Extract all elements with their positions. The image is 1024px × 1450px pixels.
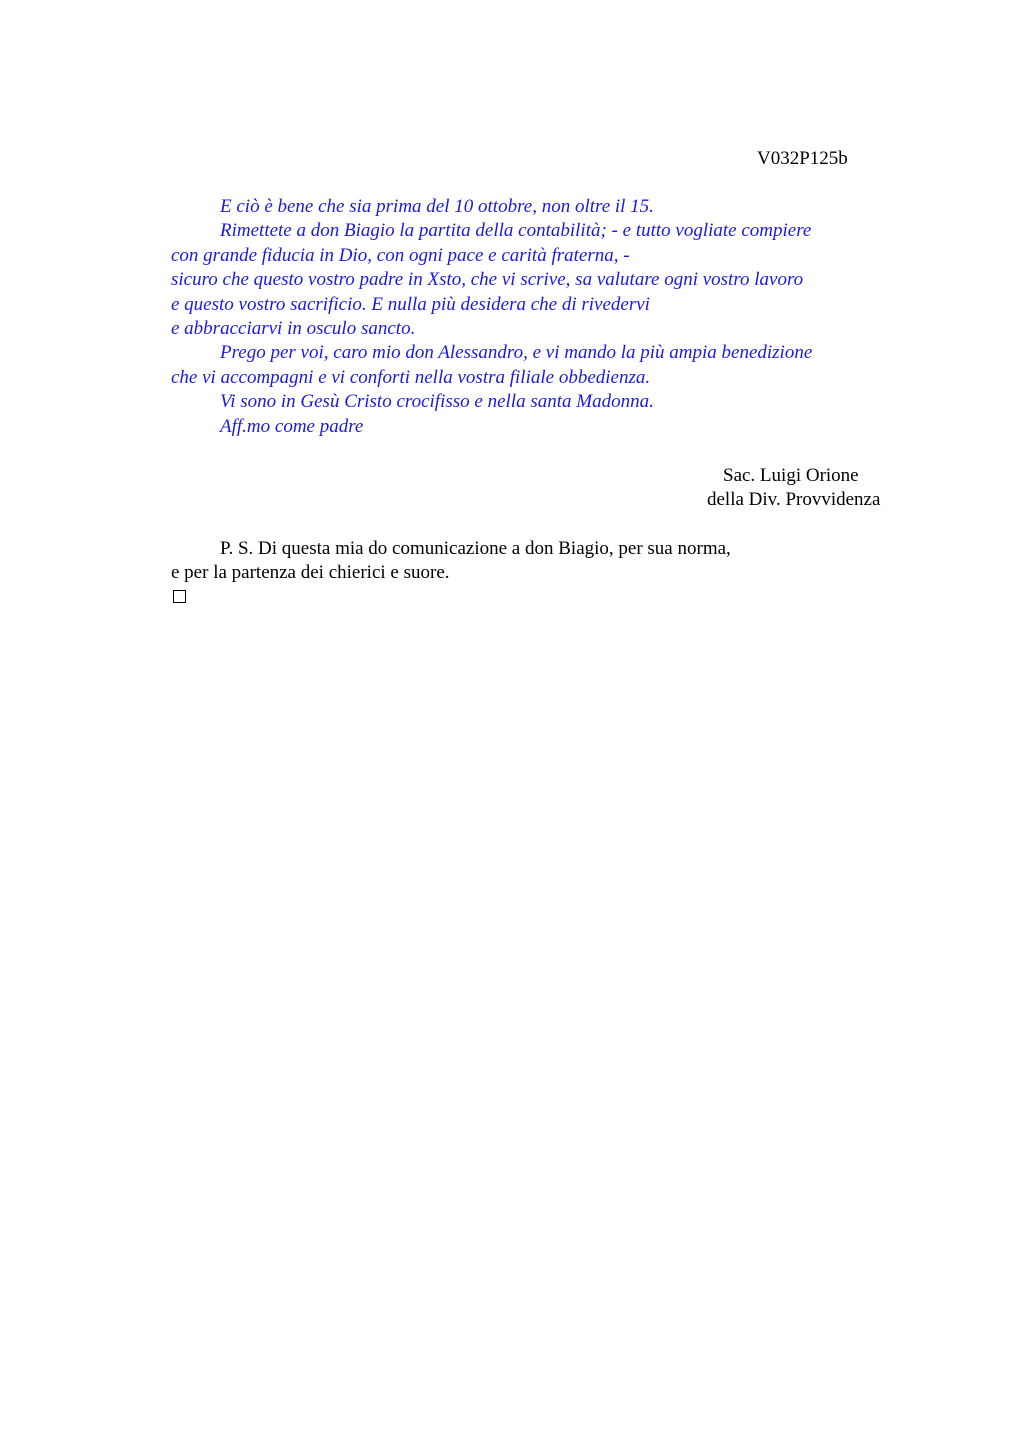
letter-line: che vi accompagni e vi conforti nella vostra filiale obbedienza. (171, 366, 651, 388)
postscript-line: e per la partenza dei chierici e suore. (171, 562, 450, 584)
letter-line: con grande fiducia in Dio, con ogni pace e carità fraterna, - (171, 244, 630, 266)
letter-line: E ciò è bene che sia prima del 10 ottobre, non oltre il 15. (220, 196, 654, 217)
closing-line: Aff.mo come padre (220, 415, 364, 437)
postscript (171, 537, 891, 586)
letter-line: sicuro che questo vostro padre in Xsto, che vi scrive, sa valutare ogni vostro lavoro (171, 269, 804, 291)
postscript-line: P. S. Di questa mia do comunicazione a don Biagio, per sua norma, (220, 538, 731, 559)
letter-line: Rimettete a don Biagio la partita della contabilità; - e tutto vogliate compiere (220, 220, 812, 242)
letter-line: Vi sono in Gesù Cristo crocifisso e nella santa Madonna. (220, 391, 654, 413)
letter-line: e questo vostro sacrificio. E nulla più desidera che di rivedervi (171, 293, 650, 315)
document-id: V032P125b (757, 148, 848, 169)
letter-line: Prego per voi, caro mio don Alessandro, e vi mando la più ampia benedizione (220, 342, 813, 364)
end-marker-box-icon (173, 590, 186, 603)
signature-block (650, 464, 910, 513)
letter-line: e abbracciarvi in osculo sancto. (171, 318, 416, 340)
signature-name: Sac. Luigi Orione (723, 465, 859, 486)
signature-title: della Div. Provvidenza (707, 489, 881, 511)
letter-body (171, 195, 891, 439)
